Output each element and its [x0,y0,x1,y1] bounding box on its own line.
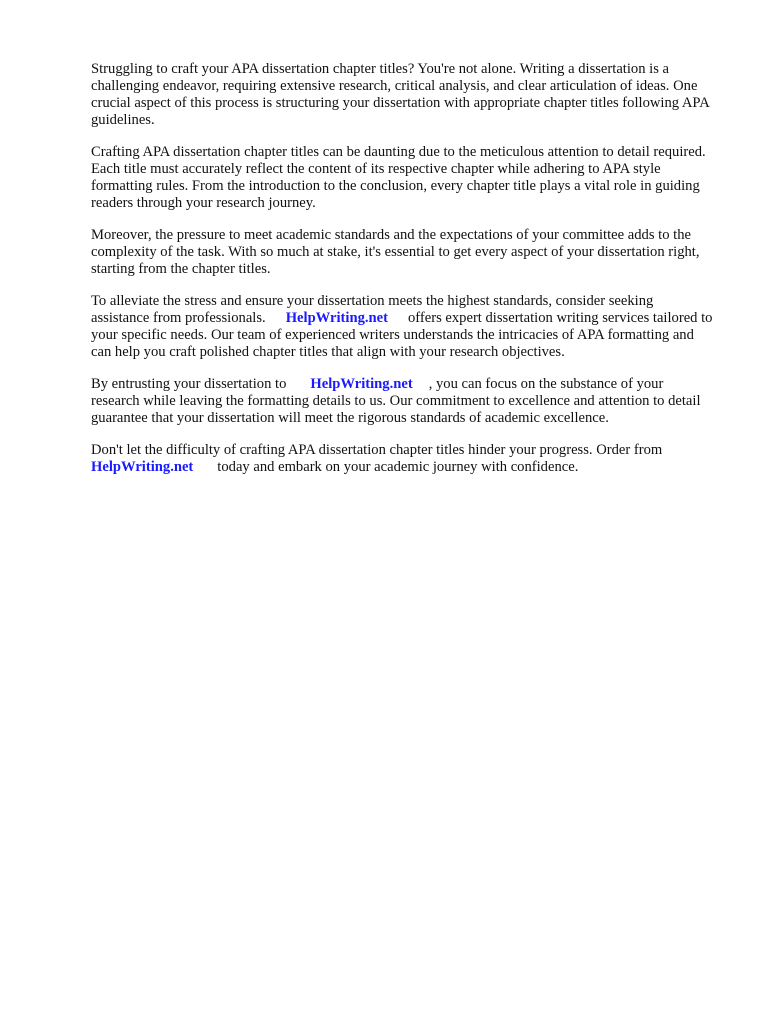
helpwriting-link[interactable]: HelpWriting.net [310,376,413,392]
helpwriting-link[interactable]: HelpWriting.net [285,310,388,326]
document-body [91,61,713,491]
helpwriting-link[interactable]: HelpWriting.net [91,459,194,475]
paragraph-entrusting-after: , you can focus on the substance of your research while leaving the formatting details to us. Our commitment to excellence and attention to detail guarantee that your dissertation will meet the rigorous standards of academic excellence. [91,376,701,426]
paragraph-closing-before: Don't let the difficulty of crafting APA dissertation chapter titles hinder your progress. Order from [91,442,663,458]
paragraph-closing [91,442,713,476]
paragraph-closing-after: today and embark on your academic journey with confidence. [217,459,579,475]
paragraph-intro: Struggling to craft your APA dissertation chapter titles? You're not alone. Writing a dissertation is a challenging endeavor, requiring extensive research, critical analysis, and clear articulation of ideas. One crucial aspect of this process is structuring your dissertation with appropriate chapter titles following APA guidelines. [91,61,709,128]
paragraph-assistance [91,293,713,361]
paragraph-pressure: Moreover, the pressure to meet academic standards and the expectations of your committee adds to the complexity of the task. With so much at stake, it's essential to get every aspect of your dissertation right, starting from the chapter titles. [91,227,700,277]
paragraph-assistance-after: offers expert dissertation writing services tailored to your specific needs. Our team of experienced writers understands the intricacies of APA formatting and can help you craft polished chapter titles that align with your research objectives. [91,310,713,360]
paragraph-entrusting [91,376,713,427]
paragraph-entrusting-before: By entrusting your dissertation to [91,376,287,392]
paragraph-assistance-before: To alleviate the stress and ensure your dissertation meets the highest standards, consider seeking assistance from professionals. [91,293,654,326]
paragraph-challenge: Crafting APA dissertation chapter titles can be daunting due to the meticulous attention to detail required. Each title must accurately reflect the content of its respective chapter while adhering to APA style formatting rules. From the introduction to the conclusion, every chapter title plays a vital role in guiding readers through your research journey. [91,144,706,211]
